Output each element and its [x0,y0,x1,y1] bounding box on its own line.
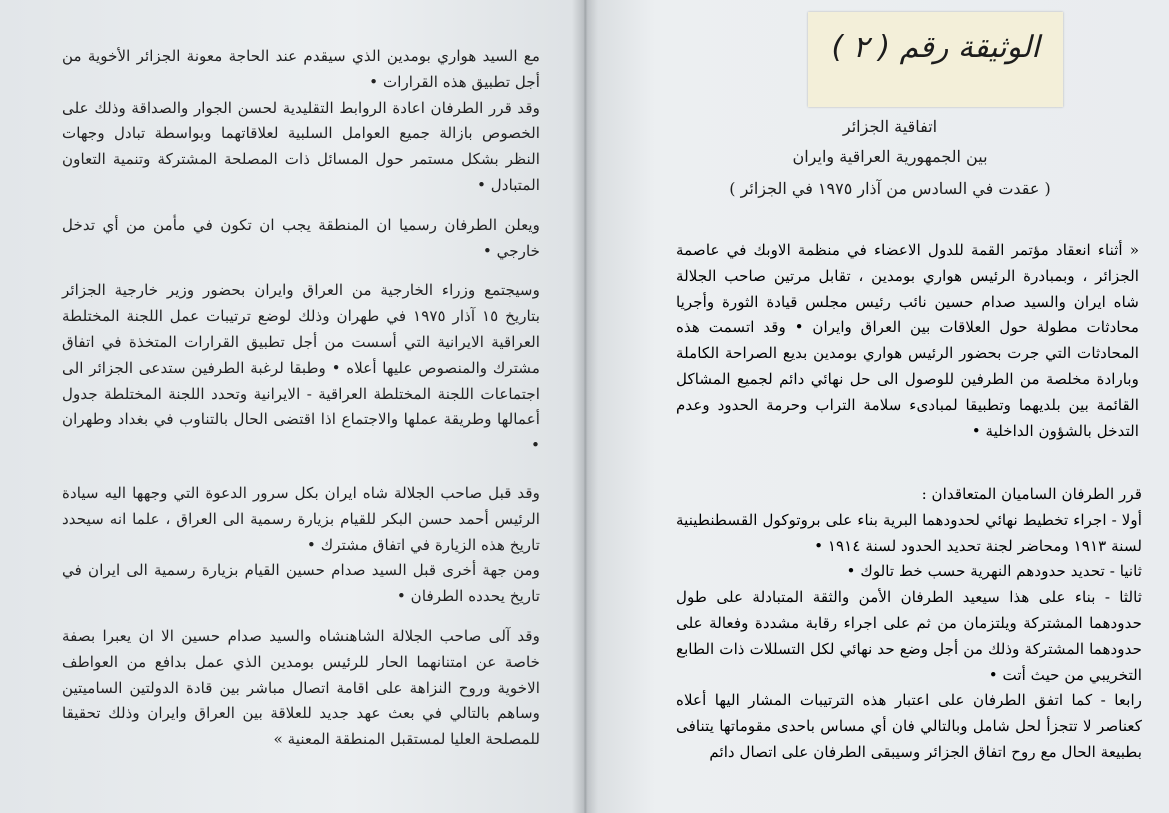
clause-4: رابعا - كما اتفق الطرفان على اعتبار هذه الترتيبات المشار اليها أعلاه كعناصر لا تتجزأ لحل شامل وبالتالي فان أي مساس باحدى مقوماتها يتنافى بطبيعة الحال مع روح اتفاق الجزائر وسيبقى الطرفان على اتصال دائم [676,691,1142,761]
clauses-section [676,482,1142,766]
left-paragraph-5: وقد قبل صاحب الجلالة شاه ايران بكل سرور الدعوة التي وجهها اليه سيادة الرئيس أحمد حسن البكر للقيام بزيارة رسمية الى العراق ، علما انه سيحدد تاريخ هذه الزيارة في اتفاق مشترك • [62,483,540,554]
clause-2: ثانيا - تحديد حدودهم النهرية حسب خط تالوك • [846,562,1142,581]
title-line-3: ( عقدت في السادس من آذار ١٩٧٥ في الجزائر ) [729,179,1051,198]
title-line-2: بين الجمهورية العراقية وايران [792,147,988,166]
left-paragraph-7: وقد آلى صاحب الجلالة الشاهنشاه والسيد صدام حسين الا ان يعبرا بصفة خاصة عن امتنانهما الحار للرئيس بومدين الذي عمل بدافع من العواطف الاخوية وروح النزاهة على اقامة اتصال مباشر بين قادة الدولتين الساميتين وساهم بالتالي في بعث عهد جديد للعلاقة بين العراق وايران وذلك تحقيقا للمصلحة العليا لمستقبل المنطقة المعنية » [62,626,540,749]
book-gutter [572,0,598,813]
clauses-heading: قرر الطرفان الساميان المتعاقدان : [921,485,1142,503]
left-page-body [62,44,540,753]
agreement-title [700,112,1080,204]
right-intro-paragraph [676,238,1139,444]
clause-1: أولا - اجراء تخطيط نهائي لحدودهما البرية بناء على بروتوكول القسطنطينية لسنة ١٩١٣ ومحاضر لجنة تحديد الحدود لسنة ١٩١٤ • [676,510,1142,555]
title-line-1: اتفاقية الجزائر [842,117,938,136]
document-number-text: الوثيقة رقم ( ٢ ) [831,30,1040,65]
left-paragraph-3: ويعلن الطرفان رسميا ان المنطقة يجب ان تكون في مأمن من أي تدخل خارجي • [62,215,540,260]
document-number-label [808,12,1063,107]
clause-3: ثالثا - بناء على هذا سيعيد الطرفان الأمن والثقة المتبادلة على طول حدودهما المشتركة ويلتزمان من ثم على اجراء رقابة مشددة وفعالة على حدودهما المشتركة وذلك من أجل وضع حد نهائي لكل التسللات ذات الطابع التخريبي من حيث أتت • [676,588,1142,684]
left-paragraph-6: ومن جهة أخرى قبل السيد صدام حسين القيام بزيارة رسمية الى ايران في تاريخ يحدده الطرفان • [62,561,540,606]
intro-text: « أثناء انعقاد مؤتمر القمة للدول الاعضاء في منظمة الاوبك في عاصمة الجزائر ، وبمبادرة الرئيس هواري بومدين ، تقابل مرتين صاحب الجلالة شاه ايران والسيد صدام حسين نائب رئيس مجلس قيادة الثورة وأجريا محادثات مطولة حول العلاقات بين العراق وايران • وقد اتسمت هذه المحادثات التي جرت بحضور الرئيس هواري بومدين بديع الصراحة الكاملة وبارادة مخلصة من الطرفين للوصول الى حل نهائي دائم لجميع المشاكل القائمة بين بلديهما وتطبيقا لمبادىء سلامة التراب وحرمة الحدود وعدم التدخل بالشؤون الداخلية • [676,241,1139,440]
left-paragraph-1: مع السيد هواري بومدين الذي سيقدم عند الحاجة معونة الجزائر الأخوية من أجل تطبيق هذه القرارات • [62,47,540,91]
left-paragraph-4: وسيجتمع وزراء الخارجية من العراق وايران بحضور وزير خارجية الجزائر بتاريخ ١٥ آذار ١٩٧٥ في طهران وذلك لوضع ترتيبات عمل اللجنة المختلطة العراقية الايرانية التي أسست من أجل تطبيق القرارات المتخذة في اتفاق مشترك والمنصوص عليها أعلاه • وطبقا لرغبة الطرفين ستدعى الجزائر الى اجتماعات اللجنة المختلطة العراقية - الايرانية وتحدد اللجنة المختلطة جدول أعمالها وطريقة عملها والاجتماع اذا اقتضى الحال بالتناوب في بغداد وطهران • [62,281,540,455]
left-paragraph-2: وقد قرر الطرفان اعادة الروابط التقليدية لحسن الجوار والصداقة وذلك على الخصوص بازالة جميع العوامل السلبية لعلاقاتهما وبواسطة تبادل وجهات النظر بشكل مستمر حول المسائل ذات المصلحة المشتركة وتنمية التعاون المتبادل • [62,98,540,194]
